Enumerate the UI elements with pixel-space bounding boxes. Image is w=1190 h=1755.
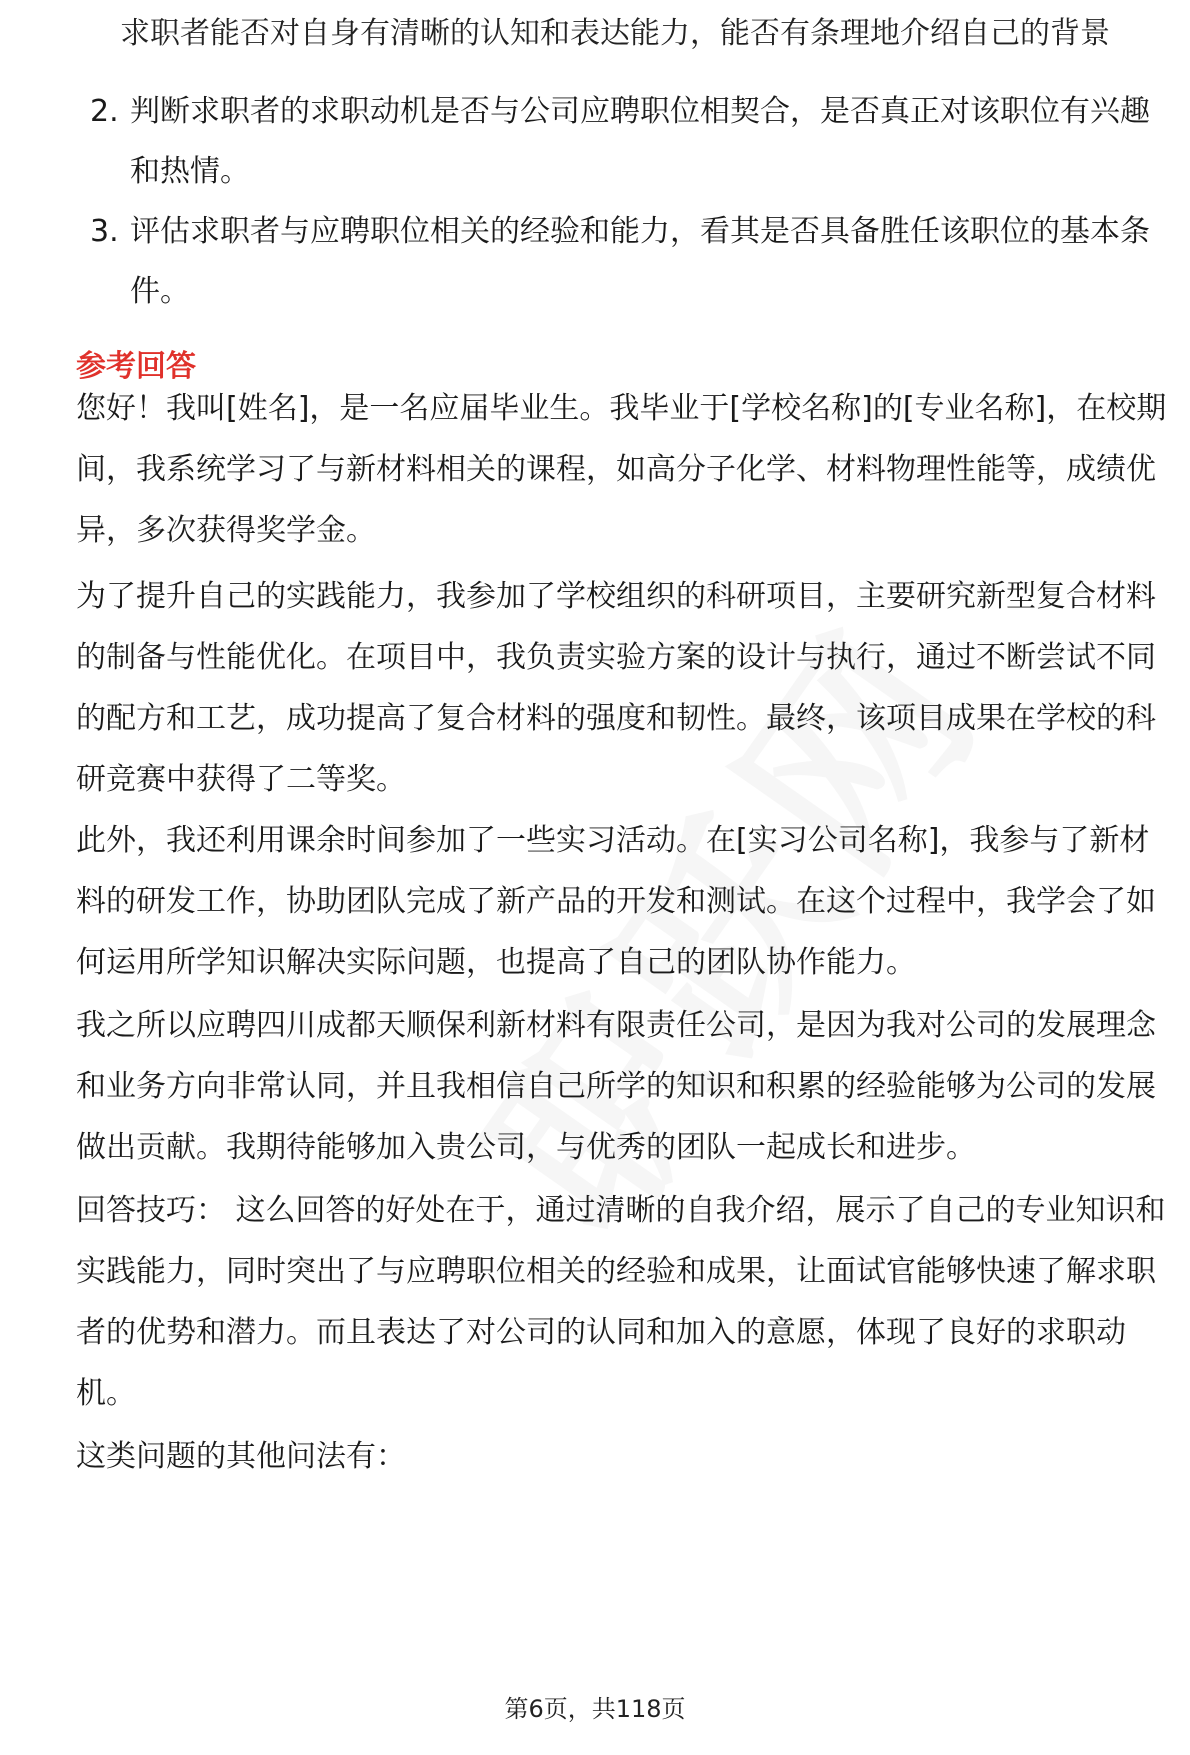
- page-footer: 第6页，共118页: [504, 1695, 686, 1723]
- paragraph-other-questions: 这类问题的其他问法有：: [76, 1439, 406, 1474]
- list-number: 2.: [90, 94, 119, 129]
- paragraph-intro: 您好！我叫[姓名]，是一名应届毕业生。我毕业于[学校名称]的[专业名称]，在校期间，我系统学习了与新材料相关的课程，如高分子化学、材料物理性能等，成绩优异，多次获得奖学金。: [76, 391, 1167, 548]
- list-number: 3.: [90, 214, 119, 249]
- cut-off-text: 求职者能否对自身有清晰的认知和表达能力，能否有条理地介绍自己的背景: [120, 16, 1110, 51]
- section-heading: 参考回答: [76, 349, 196, 384]
- paragraph-motivation: 我之所以应聘四川成都天顺保利新材料有限责任公司，是因为我对公司的发展理念和业务方向非常认同，并且我相信自己所学的知识和积累的经验能够为公司的发展做出贡献。我期待能够加入贵公司，与优秀的团队一起成长和进步。: [76, 1008, 1156, 1165]
- list-item: [78, 82, 1168, 202]
- list-text: 评估求职者与应聘职位相关的经验和能力，看其是否具备胜任该职位的基本条件。: [130, 214, 1150, 309]
- paragraph-tips: 回答技巧： 这么回答的好处在于，通过清晰的自我介绍，展示了自己的专业知识和实践能力，同时突出了与应聘职位相关的经验和成果，让面试官能够快速了解求职者的优势和潜力。而且表达了对公司的认同和加入的意愿，体现了良好的求职动机。: [76, 1193, 1166, 1411]
- list-item: [78, 202, 1168, 322]
- list-text: 判断求职者的求职动机是否与公司应聘职位相契合，是否真正对该职位有兴趣和热情。: [130, 94, 1150, 189]
- numbered-list: [78, 82, 1168, 322]
- cut-off-text-line: [120, 16, 1110, 60]
- paragraph-internship: 此外，我还利用课余时间参加了一些实习活动。在[实习公司名称]，我参与了新材料的研发工作，协助团队完成了新产品的开发和测试。在这个过程中，我学会了如何运用所学知识解决实际问题，也提高了自己的团队协作能力。: [76, 823, 1156, 980]
- paragraph-research: 为了提升自己的实践能力，我参加了学校组织的科研项目，主要研究新型复合材料的制备与性能优化。在项目中，我负责实验方案的设计与执行，通过不断尝试不同的配方和工艺，成功提高了复合材料的强度和韧性。最终，该项目成果在学校的科研竞赛中获得了二等奖。: [76, 579, 1156, 797]
